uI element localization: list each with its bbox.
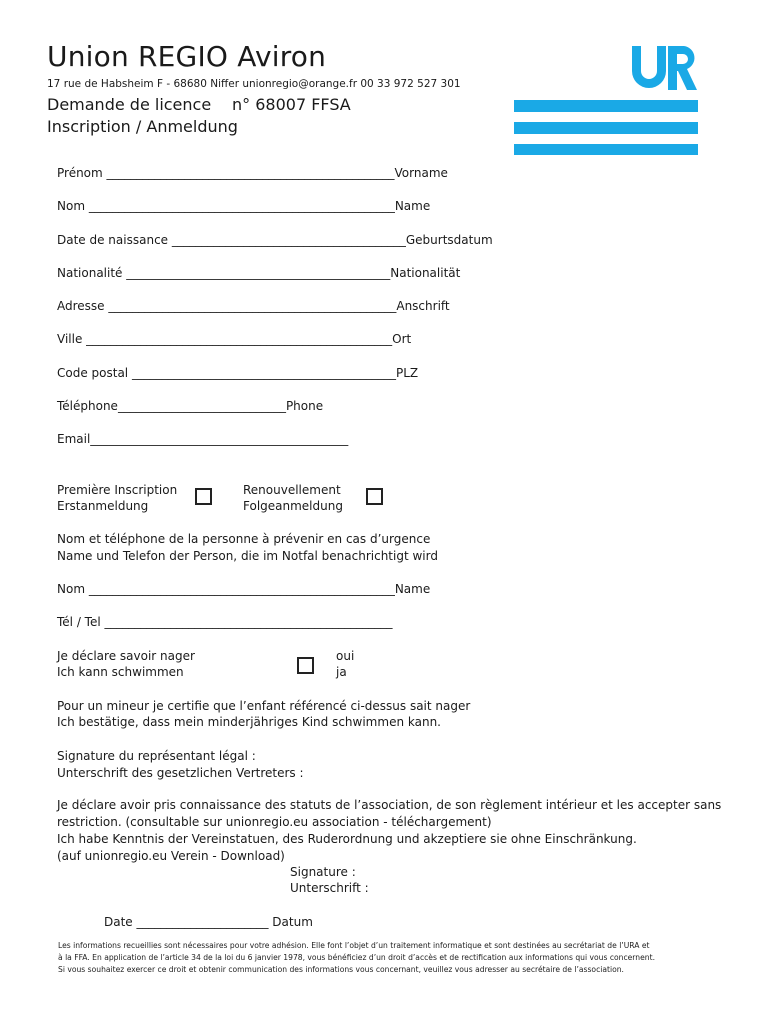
- privacy-notice: à la FFA. En application de l’article 34 de la loi du 6 janvier 1978, vous bénéficiez d’un droit d’accès et de rectification aux informations qui vous concernent.: [58, 953, 655, 962]
- minor-certification-de: Ich bestätige, dass mein minderjähriges Kind schwimmen kann.: [57, 715, 441, 729]
- statutes-text: restriction. (consultable sur unionregio.eu association - téléchargement): [57, 815, 492, 829]
- legal-representative-signature-label: Signature du représentant légal :: [57, 749, 256, 763]
- signature-label-de: Unterschrift :: [290, 881, 369, 895]
- swim-checkbox[interactable]: [297, 657, 314, 674]
- signature-label: Signature :: [290, 865, 356, 879]
- form-subtitle: Inscription / Anmeldung: [47, 117, 238, 136]
- form-type-label: Demande de licence: [47, 95, 212, 114]
- club-address: 17 rue de Habsheim F - 68680 Niffer unionregio@orange.fr 00 33 972 527 301: [47, 78, 461, 90]
- statutes-text-de: (auf unionregio.eu Verein - Download): [57, 849, 285, 863]
- emergency-heading-de: Name und Telefon der Person, die im Notfal benachrichtigt wird: [57, 549, 438, 563]
- swim-declaration-de: Ich kann schwimmen: [57, 665, 184, 679]
- email-field[interactable]: Email___________________________________________: [57, 432, 349, 446]
- date-field[interactable]: Date ______________________ Datum: [104, 915, 313, 929]
- postal-code-field[interactable]: Code postal ____________________________________________PLZ: [57, 366, 419, 380]
- license-number: n° 68007 FFSA: [232, 95, 351, 114]
- nationality-field[interactable]: Nationalité ____________________________________________Nationalität: [57, 266, 461, 280]
- privacy-notice: Si vous souhaitez exercer ce droit et obtenir communication des informations vous concernant, veuillez vous adresser au secrétaire de l’association.: [58, 965, 624, 974]
- first-inscription-label-de: Erstanmeldung: [57, 499, 149, 513]
- renewal-checkbox[interactable]: [366, 488, 383, 505]
- renewal-label-de: Folgeanmeldung: [243, 499, 343, 513]
- emergency-phone-field[interactable]: Tél / Tel ________________________________________________: [57, 615, 393, 629]
- minor-certification: Pour un mineur je certifie que l’enfant référencé ci-dessus sait nager: [57, 699, 471, 713]
- privacy-notice: Les informations recueillies sont nécessaires pour votre adhésion. Elle font l’objet d’un traitement informatique et sont destinées au secrétariat de l’URA et: [58, 941, 650, 950]
- brand-stripe: [514, 100, 698, 112]
- first-inscription-label: Première Inscription: [57, 483, 178, 497]
- renewal-label: Renouvellement: [243, 483, 341, 497]
- birthdate-field[interactable]: Date de naissance _______________________________________Geburtsdatum: [57, 233, 493, 247]
- city-field[interactable]: Ville ___________________________________________________Ort: [57, 332, 412, 346]
- page-title: Union REGIO Aviron: [47, 40, 327, 73]
- statutes-text-de: Ich habe Kenntnis der Vereinstatuen, des Ruderordnung und akzeptiere sie ohne Einschränkung.: [57, 832, 637, 846]
- emergency-heading: Nom et téléphone de la personne à prévenir en cas d’urgence: [57, 532, 431, 546]
- swim-yes-label-de: ja: [336, 665, 347, 679]
- name-field[interactable]: Nom ___________________________________________________Name: [57, 199, 431, 213]
- first-inscription-checkbox[interactable]: [195, 488, 212, 505]
- address-field[interactable]: Adresse ________________________________________________Anschrift: [57, 299, 450, 313]
- brand-stripe: [514, 144, 698, 155]
- phone-field[interactable]: Téléphone____________________________Phone: [57, 399, 324, 413]
- ur-logo-icon: [630, 44, 698, 92]
- firstname-field[interactable]: Prénom ________________________________________________Vorname: [57, 166, 448, 180]
- emergency-name-field[interactable]: Nom ___________________________________________________Name: [57, 582, 431, 596]
- brand-stripe: [514, 122, 698, 134]
- swim-yes-label: oui: [336, 649, 355, 663]
- swim-declaration: Je déclare savoir nager: [57, 649, 195, 663]
- legal-representative-signature-label-de: Unterschrift des gesetzlichen Vertreters :: [57, 766, 304, 780]
- statutes-text: Je déclare avoir pris connaissance des statuts de l’association, de son règlement intérieur et les accepter sans: [57, 798, 722, 812]
